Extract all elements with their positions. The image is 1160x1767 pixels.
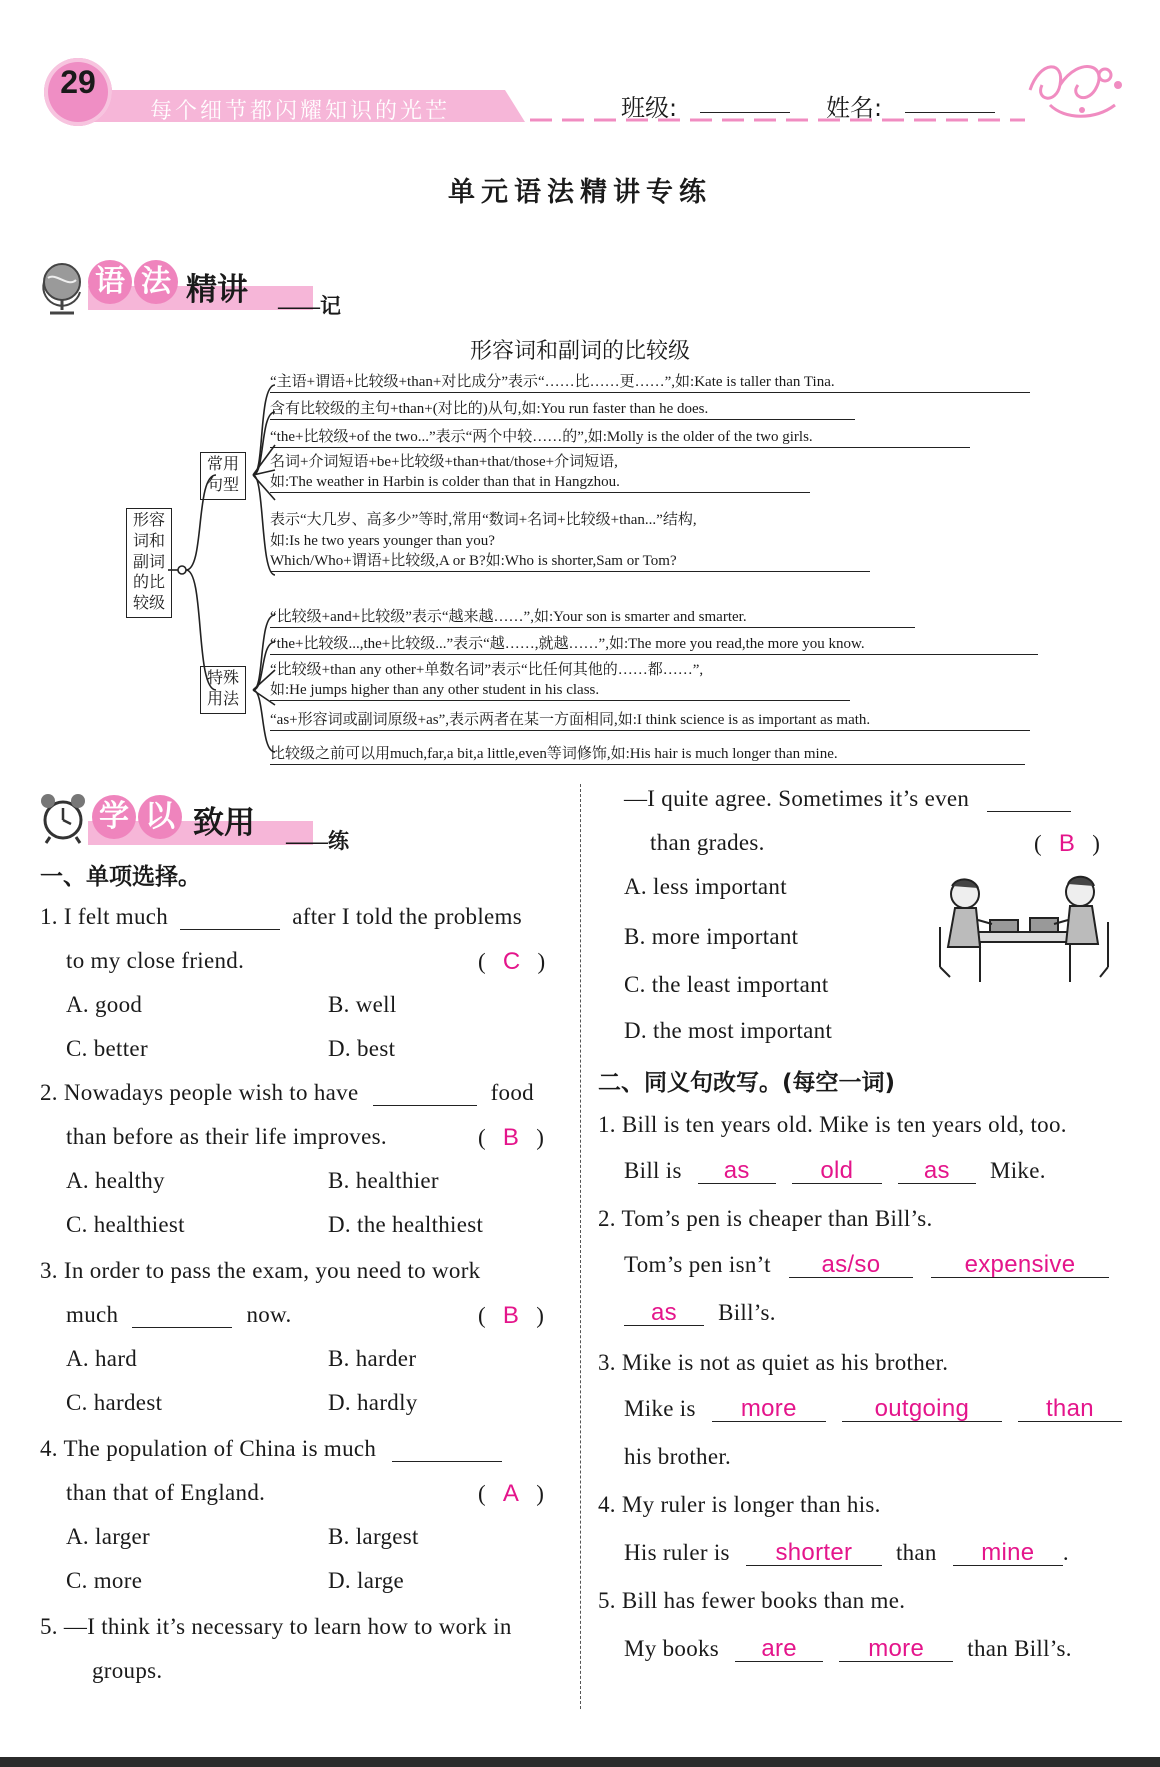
answer-suffix: than Bill’s.	[967, 1636, 1072, 1661]
header-slogan: 每个细节都闪耀知识的光芒	[150, 99, 451, 124]
rewrite-question: 4. My ruler is longer than his.	[598, 1492, 881, 1517]
root-line: 的比	[132, 574, 165, 592]
answer: B	[502, 1124, 519, 1151]
answer-prefix: Mike is	[624, 1396, 696, 1421]
answer-blank[interactable]: as/so	[789, 1252, 913, 1278]
option[interactable]: A. hard	[66, 1346, 138, 1371]
answer-blank[interactable]	[987, 787, 1071, 812]
globe-icon	[38, 258, 88, 318]
option[interactable]: C. the least important	[624, 972, 829, 997]
question-text: than that of England.	[66, 1480, 266, 1505]
part2-heading: 二、同义句改写。(每空一词)	[598, 1070, 896, 1096]
mindmap-row: 名词+介词短语+be+比较级+than+that/those+介词短语,	[270, 454, 618, 470]
answer-blank[interactable]: as	[898, 1158, 976, 1184]
kids-at-table-illustration	[930, 872, 1120, 987]
class-label: 班级:	[621, 94, 678, 122]
question-text: 1. I felt much	[40, 904, 169, 929]
answer-bracket: ( B )	[478, 1124, 544, 1151]
answer-middle: than	[895, 1540, 937, 1565]
name-label: 姓名:	[826, 94, 883, 122]
question-3-line2	[66, 1302, 292, 1328]
name-field[interactable]	[905, 112, 995, 113]
mindmap-row: 表示“大几岁、高多少”等时,常用“数词+名词+比较级+than...”结构,	[270, 512, 697, 528]
mindmap-row: 比较级之前可以用much,far,a bit,a little,even等词修饰,如:His hair is much longer than mine.	[270, 742, 1025, 765]
root-line: 词和	[132, 532, 165, 550]
mindmap-row: “比较级+and+比较级”表示“越来越……”,如:Your son is smarter and smarter.	[270, 605, 915, 628]
answer-blank[interactable]: as	[624, 1300, 704, 1326]
option[interactable]: C. hardest	[66, 1390, 163, 1415]
mindmap-row: “the+比较级+of the two...”表示“两个中较……的”,如:Molly is the older of the two girls.	[270, 425, 970, 448]
option[interactable]: B. largest	[328, 1524, 419, 1549]
question-text: than grades.	[650, 830, 765, 855]
answer-bracket: ( A )	[478, 1480, 544, 1507]
rewrite-question: 2. Tom’s pen is cheaper than Bill’s.	[598, 1206, 933, 1231]
flower-ornament-icon	[1020, 50, 1130, 125]
badge-circle: 法	[134, 260, 178, 304]
answer-prefix: His ruler is	[624, 1540, 730, 1565]
rewrite-question: 5. Bill has fewer books than me.	[598, 1588, 906, 1613]
option[interactable]: D. best	[328, 1036, 396, 1061]
question-5-reply	[624, 786, 1071, 812]
root-line: 形容	[132, 512, 165, 529]
option[interactable]: B. harder	[328, 1346, 417, 1371]
option[interactable]: D. large	[328, 1568, 405, 1593]
alarm-clock-icon	[38, 791, 88, 845]
page-bottom-bar	[0, 1757, 1160, 1767]
section-title: 致用	[193, 805, 255, 841]
answer: B	[502, 1302, 519, 1329]
rewrite-answer-line	[624, 1252, 1109, 1278]
branch-line: 句型	[206, 476, 239, 494]
branch-common-patterns	[200, 452, 246, 500]
option[interactable]: D. the most important	[624, 1018, 833, 1043]
answer-prefix: My books	[624, 1636, 720, 1661]
class-field[interactable]	[700, 112, 790, 113]
question-text: groups.	[92, 1658, 163, 1683]
rewrite-answer-line	[624, 1636, 1072, 1662]
answer-blank[interactable]	[392, 1437, 502, 1462]
answer-blank[interactable]	[373, 1081, 477, 1106]
question-text: food	[490, 1080, 534, 1105]
page-number: 29	[60, 64, 96, 100]
mindmap-row: 如:The weather in Harbin is colder than that in Hangzhou.	[270, 470, 810, 493]
answer: A	[502, 1480, 519, 1507]
option[interactable]: C. healthiest	[66, 1212, 185, 1237]
rewrite-question: 1. Bill is ten years old. Mike is ten years old, too.	[598, 1112, 1067, 1137]
question-5: 5. —I think it’s necessary to learn how to work in	[40, 1614, 512, 1639]
section-suffix: ——记	[278, 294, 341, 318]
answer-prefix: Bill is	[624, 1158, 682, 1183]
answer-blank[interactable]	[132, 1303, 232, 1328]
root-line: 副词	[132, 553, 165, 571]
grammar-section-heading	[38, 252, 398, 322]
answer-suffix: Mike.	[989, 1158, 1046, 1183]
question-text: after I told the problems	[292, 904, 522, 929]
question-text: much	[66, 1302, 119, 1327]
question-text: 2. Nowadays people wish to have	[40, 1080, 359, 1105]
branch-line: 特殊	[206, 670, 239, 687]
badge-circle: 以	[138, 795, 182, 839]
option[interactable]: B. well	[328, 992, 397, 1017]
option[interactable]: B. healthier	[328, 1168, 439, 1193]
section-suffix: ——练	[286, 829, 349, 853]
option[interactable]: C. more	[66, 1568, 143, 1593]
answer-blank[interactable]: old	[792, 1158, 882, 1184]
option[interactable]: D. hardly	[328, 1390, 418, 1415]
question-text: 4. The population of China is much	[40, 1436, 377, 1461]
mindmap-row: “比较级+than any other+单数名词”表示“比任何其他的……都……”,	[270, 662, 704, 678]
option[interactable]: A. less important	[624, 874, 787, 899]
mindmap	[120, 370, 1040, 770]
option[interactable]: A. healthy	[66, 1168, 165, 1193]
practice-section-heading	[38, 787, 398, 857]
mindmap-row: 含有比较级的主句+than+(对比的)从句,如:You run faster than he does.	[270, 397, 855, 420]
mindmap-row: 如:Is he two years younger than you?	[270, 533, 495, 549]
mindmap-row: 如:He jumps higher than any other student in his class.	[270, 678, 850, 701]
badge-circle: 语	[88, 260, 132, 304]
rewrite-answer-line	[624, 1158, 1046, 1184]
rewrite-answer-line	[624, 1540, 1069, 1566]
answer-blank[interactable]: more	[712, 1396, 826, 1422]
answer-bracket: ( C )	[478, 948, 546, 975]
answer-blank[interactable]: as	[698, 1158, 776, 1184]
mindmap-row: “主语+谓语+比较级+than+对比成分”表示“……比……更……”,如:Kate is taller than Tina.	[270, 370, 1030, 393]
answer-suffix: his brother.	[624, 1444, 732, 1469]
question-1	[40, 904, 522, 930]
question-text: now.	[246, 1302, 292, 1327]
mindmap-title: 形容词和副词的比较级	[469, 339, 690, 364]
option[interactable]: A. good	[66, 992, 143, 1017]
answer-suffix: Bill’s.	[718, 1300, 776, 1325]
option[interactable]: B. more important	[624, 924, 799, 949]
column-divider	[580, 784, 581, 1709]
question-text: —I quite agree. Sometimes it’s even	[624, 786, 970, 811]
answer-prefix: Tom’s pen isn’t	[624, 1252, 771, 1277]
question-3: 3. In order to pass the exam, you need to work	[40, 1258, 481, 1283]
answer-blank[interactable]	[180, 905, 280, 930]
option[interactable]: A. larger	[66, 1524, 151, 1549]
question-2	[40, 1080, 534, 1106]
answer-bracket: ( B )	[1034, 830, 1100, 857]
page-title: 单元语法精讲专练	[448, 177, 712, 208]
question-text: than before as their life improves.	[66, 1124, 387, 1149]
answer-blank[interactable]: more	[839, 1636, 953, 1662]
branch-line: 用法	[206, 690, 239, 708]
answer: C	[502, 948, 521, 975]
answer-suffix: .	[1062, 1540, 1069, 1565]
option[interactable]: C. better	[66, 1036, 148, 1061]
root-line: 较级	[132, 595, 165, 613]
answer-blank[interactable]: mine	[953, 1540, 1063, 1566]
answer-blank[interactable]: shorter	[746, 1540, 882, 1566]
answer-blank[interactable]: are	[735, 1636, 823, 1662]
mindmap-row: “the+比较级...,the+比较级...”表示“越……,就越……”,如:The more you read,the more you know.	[270, 632, 1038, 655]
mindmap-row: Which/Who+谓语+比较级,A or B?如:Who is shorter,Sam or Tom?	[270, 549, 870, 572]
branch-special-usage	[200, 666, 246, 714]
rewrite-answer-line	[624, 1300, 776, 1326]
rewrite-answer-line	[624, 1396, 1122, 1422]
answer-blank[interactable]: outgoing	[842, 1396, 1002, 1422]
badge-circle: 学	[92, 795, 136, 839]
question-text: to my close friend.	[66, 948, 245, 973]
answer-bracket: ( B )	[478, 1302, 544, 1329]
answer-blank[interactable]: than	[1018, 1396, 1122, 1422]
question-4	[40, 1436, 502, 1462]
branch-line: 常用	[206, 456, 239, 473]
section-title: 精讲	[186, 272, 248, 308]
answer: B	[1058, 830, 1075, 857]
option[interactable]: D. the healthiest	[328, 1212, 484, 1237]
page-header	[0, 0, 1160, 130]
mindmap-row: “as+形容词或副词原级+as”,表示两者在某一方面相同,如:I think science is as important as math.	[270, 708, 1030, 731]
mindmap-root	[126, 508, 172, 618]
rewrite-question: 3. Mike is not as quiet as his brother.	[598, 1350, 949, 1375]
answer-blank[interactable]: expensive	[931, 1252, 1109, 1278]
part1-heading: 一、单项选择。	[40, 864, 201, 890]
